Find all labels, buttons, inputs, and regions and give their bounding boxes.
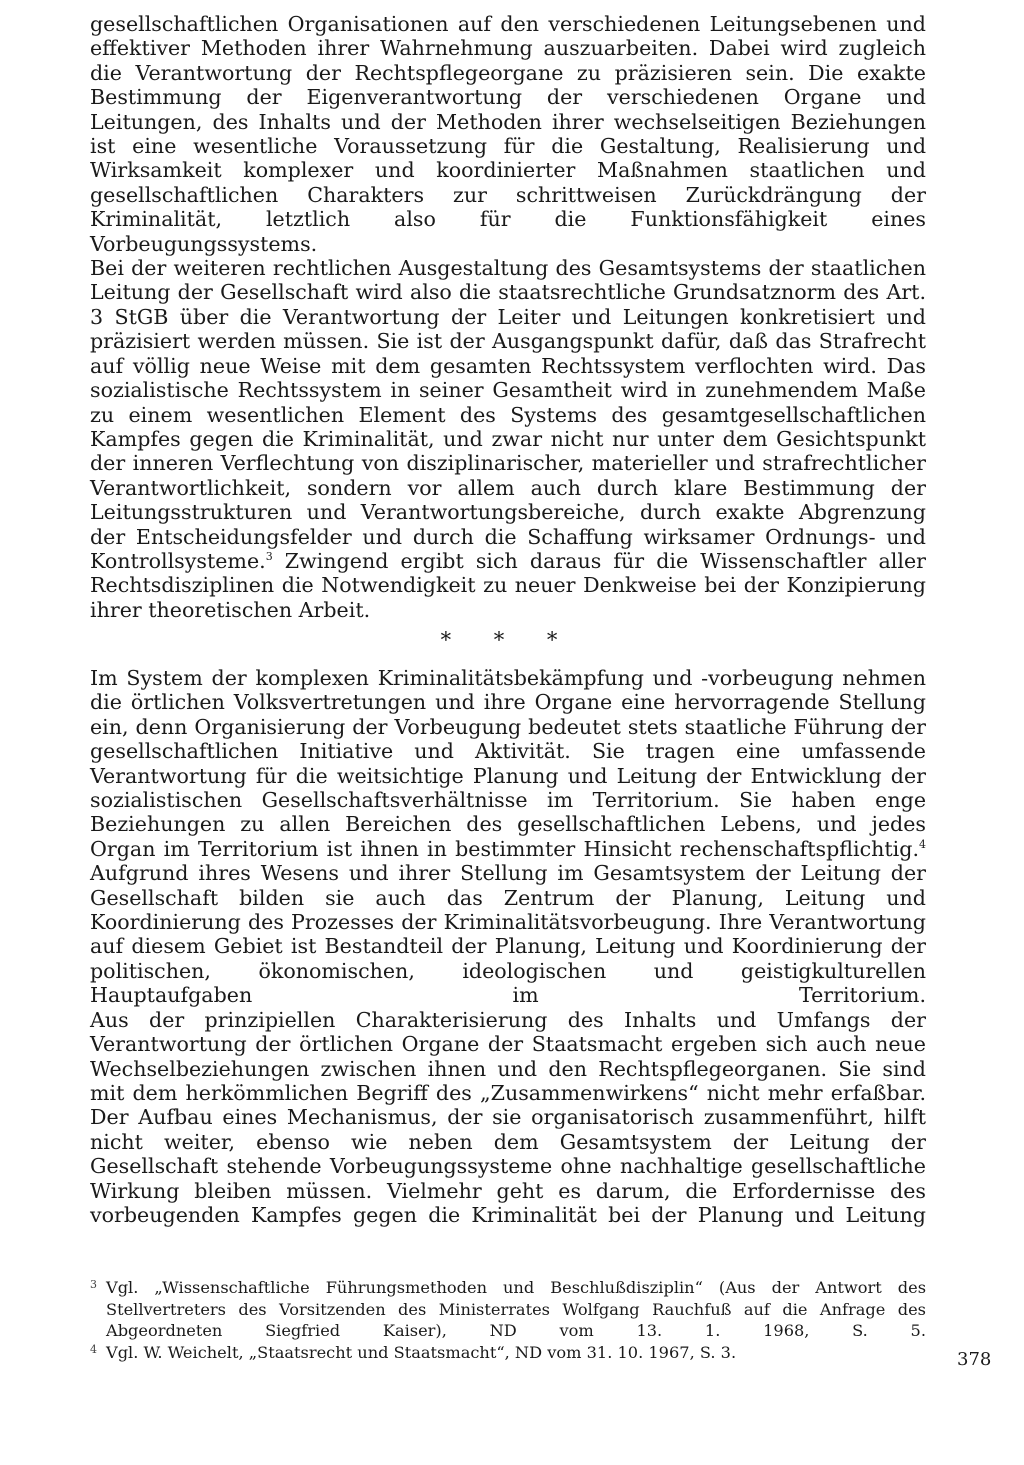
footnote-reference[interactable]: 3: [265, 549, 273, 563]
footnote-mark: 3: [90, 1278, 97, 1291]
footnote-reference[interactable]: 4: [919, 837, 926, 851]
paragraph: [90, 256, 926, 622]
body-text-section-1: [90, 12, 926, 622]
paragraph-text: Aufgrund ihres Wesens und ihrer Stellung im Gesamtsystem der Leitung der Gesellschaft bilden sie auch das Zentrum der Planung, Leitung und Koordinierung des Prozesses der Kriminalitätsvorbeugung. Ihre Verantwortung auf diesem Gebiet ist Bestandteil der Planung, Leitung und Koordinierung der politischen, ökonomischen, ideologischen und geistigkulturellen Hauptaufgaben im Territorium.: [90, 861, 926, 1008]
paragraph-text: Im System der komplexen Kriminalitätsbekämpfung und -vorbeugung nehmen die örtlichen Volksvertretungen und ihre Organe eine hervorragende Stellung ein, denn Organisierung der Vorbeugung bedeutet stets staatliche Führung der gesellschaftlichen Initiative und Aktivität. Sie tragen eine umfassende Verantwortung für die weitsichtige Planung und Leitung der Entwicklung der sozialistischen Gesellschaftsverhältnisse im Territorium. Sie haben enge Beziehungen zu allen Bereichen des gesellschaftlichen Lebens, und jedes Organ im Territorium ist ihnen in bestimmter Hinsicht rechenschaftspflichtig.: [90, 666, 926, 861]
section-separator: * * *: [440, 628, 576, 652]
paragraph-text: Zwingend ergibt sich daraus für die Wissenschaftler aller Rechtsdisziplinen die Notwendigkeit zu neuer Denkweise bei der Konzipierung ihrer theoretischen Arbeit.: [90, 548, 926, 622]
paragraph: Aus der prinzipiellen Charakterisierung des Inhalts und Umfangs der Verantwortung der örtlichen Organe der Staatsmacht ergeben sich auch neue Wechselbeziehungen zwischen ihnen und den Rechtspflegeorganen. Sie sind mit dem herkömmlichen Begriff des „Zusammenwirkens“ nicht mehr erfaßbar. Der Aufbau eines Mechanismus, der sie organisatorisch zusammenführt, hilft nicht weiter, ebenso wie neben dem Gesamtsystem der Leitung der Gesellschaft stehende Vorbeugungssysteme ohne nachhaltige gesellschaftliche Wirkung bleiben müssen. Vielmehr geht es darum, die Erfordernisse des vorbeugenden Kampfes gegen die Kriminalität bei der Planung und Leitung: [90, 1007, 926, 1227]
footnote-text: Vgl. „Wissenschaftliche Führungsmethoden und Beschlußdisziplin“ (Aus der Antwort des Stellvertreters des Vorsitzenden des Ministerrates Wolfgang Rauchfuß auf die Anfrage des Abgeordneten Siegfried Kaiser), ND vom 13. 1. 1968, S. 5.: [106, 1278, 926, 1340]
page-number: 378: [957, 1349, 992, 1370]
footnote: [90, 1342, 926, 1364]
footnote: [90, 1277, 926, 1342]
paragraph: [90, 666, 926, 1008]
body-text-section-2: [90, 666, 926, 1227]
paragraph: gesellschaftlichen Organisationen auf den verschiedenen Leitungsebenen und effektiver Methoden ihrer Wahrnehmung auszuarbeiten. Dabei wird zugleich die Verantwortung der Rechtspflegeorgane zu präzisieren sein. Die exakte Bestimmung der Eigenverantwortung der verschiedenen Organe und Leitungen, des Inhalts und der Methoden ihrer wechselseitigen Beziehungen ist eine wesentliche Voraussetzung für die Gestaltung, Realisierung und Wirksamkeit komplexer und koordinierter Maßnahmen staatlichen und gesellschaftlichen Charakters zur schrittweisen Zurückdrängung der Kriminalität, letztlich also für die Funktionsfähigkeit eines Vorbeugungssystems.: [90, 12, 926, 256]
footnote-mark: 4: [90, 1342, 97, 1356]
paragraph-text: Bei der weiteren rechtlichen Ausgestaltung des Gesamtsystems der staatlichen Leitung der Gesellschaft wird also die staatsrechtliche Grundsatznorm des Art. 3 StGB über die Verantwortung der Leiter und Leitungen konkretisiert und präzisiert werden müssen. Sie ist der Ausgangspunkt dafür, daß das Strafrecht auf völlig neue Weise mit dem gesamten Rechtssystem verflochten wird. Das sozialistische Rechtssystem in seiner Gesamtheit wird in zunehmendem Maße zu einem wesentlichen Element des Systems des gesamtgesellschaftlichen Kampfes gegen die Kriminalität, und zwar nicht nur unter dem Gesichtspunkt der inneren Verflechtung von disziplinarischer, materieller und strafrechtlicher Verantwortlichkeit, sondern vor allem auch durch klare Bestimmung der Leitungsstrukturen und Verantwortungsbereiche, durch exakte Abgrenzung der Entscheidungsfelder und durch die Schaffung wirksamer Ordnungs- und Kontrollsysteme.: [90, 256, 926, 573]
footnotes: [90, 1277, 926, 1363]
footnote-text: Vgl. W. Weichelt, „Staatsrecht und Staatsmacht“, ND vom 31. 10. 1967, S. 3.: [106, 1342, 737, 1362]
